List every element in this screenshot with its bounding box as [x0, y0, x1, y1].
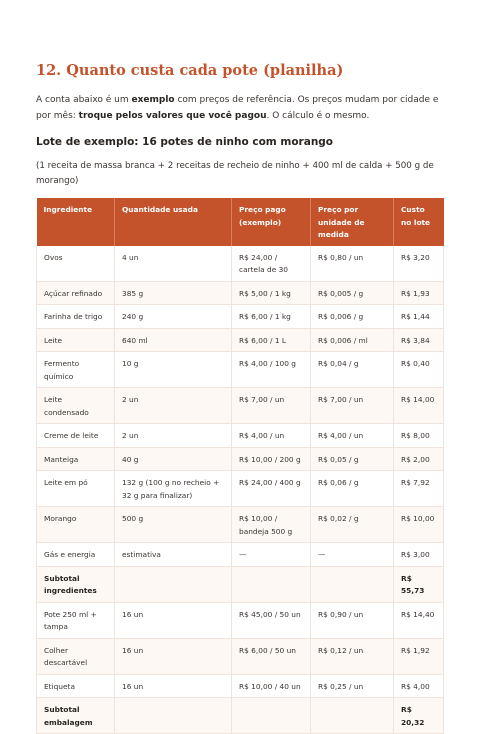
cell-unit-price: R$ 0,006 / ml [311, 328, 394, 352]
cell-unit-price: — [311, 543, 394, 567]
cell-unit-price: R$ 0,80 / un [311, 246, 394, 282]
cell-lot-cost: R$ 14,40 [394, 602, 444, 638]
cell-lot-cost: R$ 55,73 [394, 566, 444, 602]
table-row [37, 471, 444, 507]
cell-quantity: estimativa [115, 543, 232, 567]
intro-bold-instruction: troque pelos valores que você pagou [78, 111, 267, 121]
cell-price-paid: R$ 6,00 / 1 L [232, 328, 311, 352]
cell-price-paid: R$ 5,00 / 1 kg [232, 281, 311, 305]
cost-table [36, 198, 444, 734]
cell-lot-cost: R$ 3,84 [394, 328, 444, 352]
cell-quantity: 16 un [115, 674, 232, 698]
cell-quantity: 10 g [115, 352, 232, 388]
cell-lot-cost: R$ 1,93 [394, 281, 444, 305]
cell-unit-price: R$ 4,00 / un [311, 424, 394, 448]
cell-quantity [115, 698, 232, 734]
cell-lot-cost: R$ 1,92 [394, 638, 444, 674]
cell-ingredient: Subtotal ingredientes [37, 566, 115, 602]
section-title: 12. Quanto custa cada pote (planilha) [36, 62, 344, 79]
intro-bold-example: exemplo [131, 95, 175, 105]
cell-price-paid: R$ 10,00 / 200 g [232, 447, 311, 471]
cell-price-paid: R$ 6,00 / 50 un [232, 638, 311, 674]
cell-lot-cost: R$ 14,00 [394, 388, 444, 424]
cell-lot-cost: R$ 1,44 [394, 305, 444, 329]
table-row [37, 543, 444, 567]
cell-quantity [115, 566, 232, 602]
cost-table-header [37, 198, 444, 246]
cell-unit-price: R$ 0,06 / g [311, 471, 394, 507]
lot-heading: Lote de exemplo: 16 potes de ninho com morango [36, 136, 334, 148]
cell-price-paid: R$ 7,00 / un [232, 388, 311, 424]
table-row [37, 281, 444, 305]
cell-price-paid: — [232, 543, 311, 567]
header-lot-cost: Custo no lote [394, 198, 444, 246]
cell-quantity: 640 ml [115, 328, 232, 352]
cell-price-paid: R$ 24,00 / 400 g [232, 471, 311, 507]
cell-unit-price: R$ 0,006 / g [311, 305, 394, 329]
cell-ingredient: Fermento químico [37, 352, 115, 388]
cell-lot-cost: R$ 4,00 [394, 674, 444, 698]
cell-price-paid: R$ 45,00 / 50 un [232, 602, 311, 638]
cell-ingredient: Açúcar refinado [37, 281, 115, 305]
cell-ingredient: Subtotal embalagem [37, 698, 115, 734]
table-row [37, 674, 444, 698]
cell-lot-cost: R$ 20,32 [394, 698, 444, 734]
cost-table-body [37, 246, 444, 734]
cell-price-paid: R$ 4,00 / un [232, 424, 311, 448]
cell-quantity: 16 un [115, 638, 232, 674]
table-row [37, 447, 444, 471]
cell-unit-price: R$ 0,90 / un [311, 602, 394, 638]
cell-quantity: 385 g [115, 281, 232, 305]
cell-ingredient: Leite [37, 328, 115, 352]
cell-quantity: 500 g [115, 507, 232, 543]
cell-ingredient: Morango [37, 507, 115, 543]
cell-price-paid [232, 566, 311, 602]
cell-unit-price: R$ 0,05 / g [311, 447, 394, 471]
cell-ingredient: Manteiga [37, 447, 115, 471]
table-row [37, 246, 444, 282]
cell-quantity: 240 g [115, 305, 232, 329]
cell-lot-cost: R$ 7,92 [394, 471, 444, 507]
cell-quantity: 2 un [115, 388, 232, 424]
cell-lot-cost: R$ 10,00 [394, 507, 444, 543]
cell-unit-price: R$ 0,12 / un [311, 638, 394, 674]
cell-price-paid [232, 698, 311, 734]
table-row [37, 424, 444, 448]
cell-unit-price: R$ 0,25 / un [311, 674, 394, 698]
lot-description: (1 receita de massa branca + 2 receitas de recheio de ninho + 400 ml de calda + 500 g de morango) [36, 161, 434, 186]
table-row [37, 388, 444, 424]
cell-quantity: 16 un [115, 602, 232, 638]
cell-unit-price: R$ 0,02 / g [311, 507, 394, 543]
cell-price-paid: R$ 10,00 / bandeja 500 g [232, 507, 311, 543]
cell-unit-price: R$ 0,04 / g [311, 352, 394, 388]
cell-lot-cost: R$ 3,20 [394, 246, 444, 282]
cell-ingredient: Ovos [37, 246, 115, 282]
cell-quantity: 2 un [115, 424, 232, 448]
intro-text: com preços de referência. Os preços mudam por cidade e por mês: [36, 95, 439, 121]
cell-ingredient: Colher descartável [37, 638, 115, 674]
header-quantity: Quantidade usada [115, 198, 232, 246]
cell-ingredient: Leite em pó [37, 471, 115, 507]
header-unit-price: Preço por unidade de medida [311, 198, 394, 246]
intro-paragraph [36, 92, 448, 124]
header-price-paid: Preço pago (exemplo) [232, 198, 311, 246]
table-row [37, 638, 444, 674]
cell-ingredient: Etiqueta [37, 674, 115, 698]
cell-ingredient: Leite condensado [37, 388, 115, 424]
cell-price-paid: R$ 4,00 / 100 g [232, 352, 311, 388]
table-row [37, 305, 444, 329]
cell-price-paid: R$ 10,00 / 40 un [232, 674, 311, 698]
table-row [37, 507, 444, 543]
cell-ingredient: Pote 250 ml + tampa [37, 602, 115, 638]
cell-quantity: 4 un [115, 246, 232, 282]
cell-lot-cost: R$ 3,00 [394, 543, 444, 567]
intro-text: A conta abaixo é um [36, 95, 132, 105]
cell-ingredient: Creme de leite [37, 424, 115, 448]
table-row [37, 328, 444, 352]
cell-quantity: 132 g (100 g no recheio + 32 g para finalizar) [115, 471, 232, 507]
cell-unit-price: R$ 7,00 / un [311, 388, 394, 424]
table-row [37, 602, 444, 638]
subtotal-row [37, 566, 444, 602]
cell-unit-price: R$ 0,005 / g [311, 281, 394, 305]
cell-price-paid: R$ 24,00 / cartela de 30 [232, 246, 311, 282]
intro-text: . O cálculo é o mesmo. [266, 111, 370, 121]
header-row [37, 198, 444, 246]
cell-unit-price [311, 566, 394, 602]
cell-ingredient: Gás e energia [37, 543, 115, 567]
cell-lot-cost: R$ 8,00 [394, 424, 444, 448]
cell-price-paid: R$ 6,00 / 1 kg [232, 305, 311, 329]
header-ingredient: Ingrediente [37, 198, 115, 246]
cell-lot-cost: R$ 0,40 [394, 352, 444, 388]
cell-lot-cost: R$ 2,00 [394, 447, 444, 471]
cell-ingredient: Farinha de trigo [37, 305, 115, 329]
cell-unit-price [311, 698, 394, 734]
table-row [37, 352, 444, 388]
subtotal-row [37, 698, 444, 734]
cell-quantity: 40 g [115, 447, 232, 471]
